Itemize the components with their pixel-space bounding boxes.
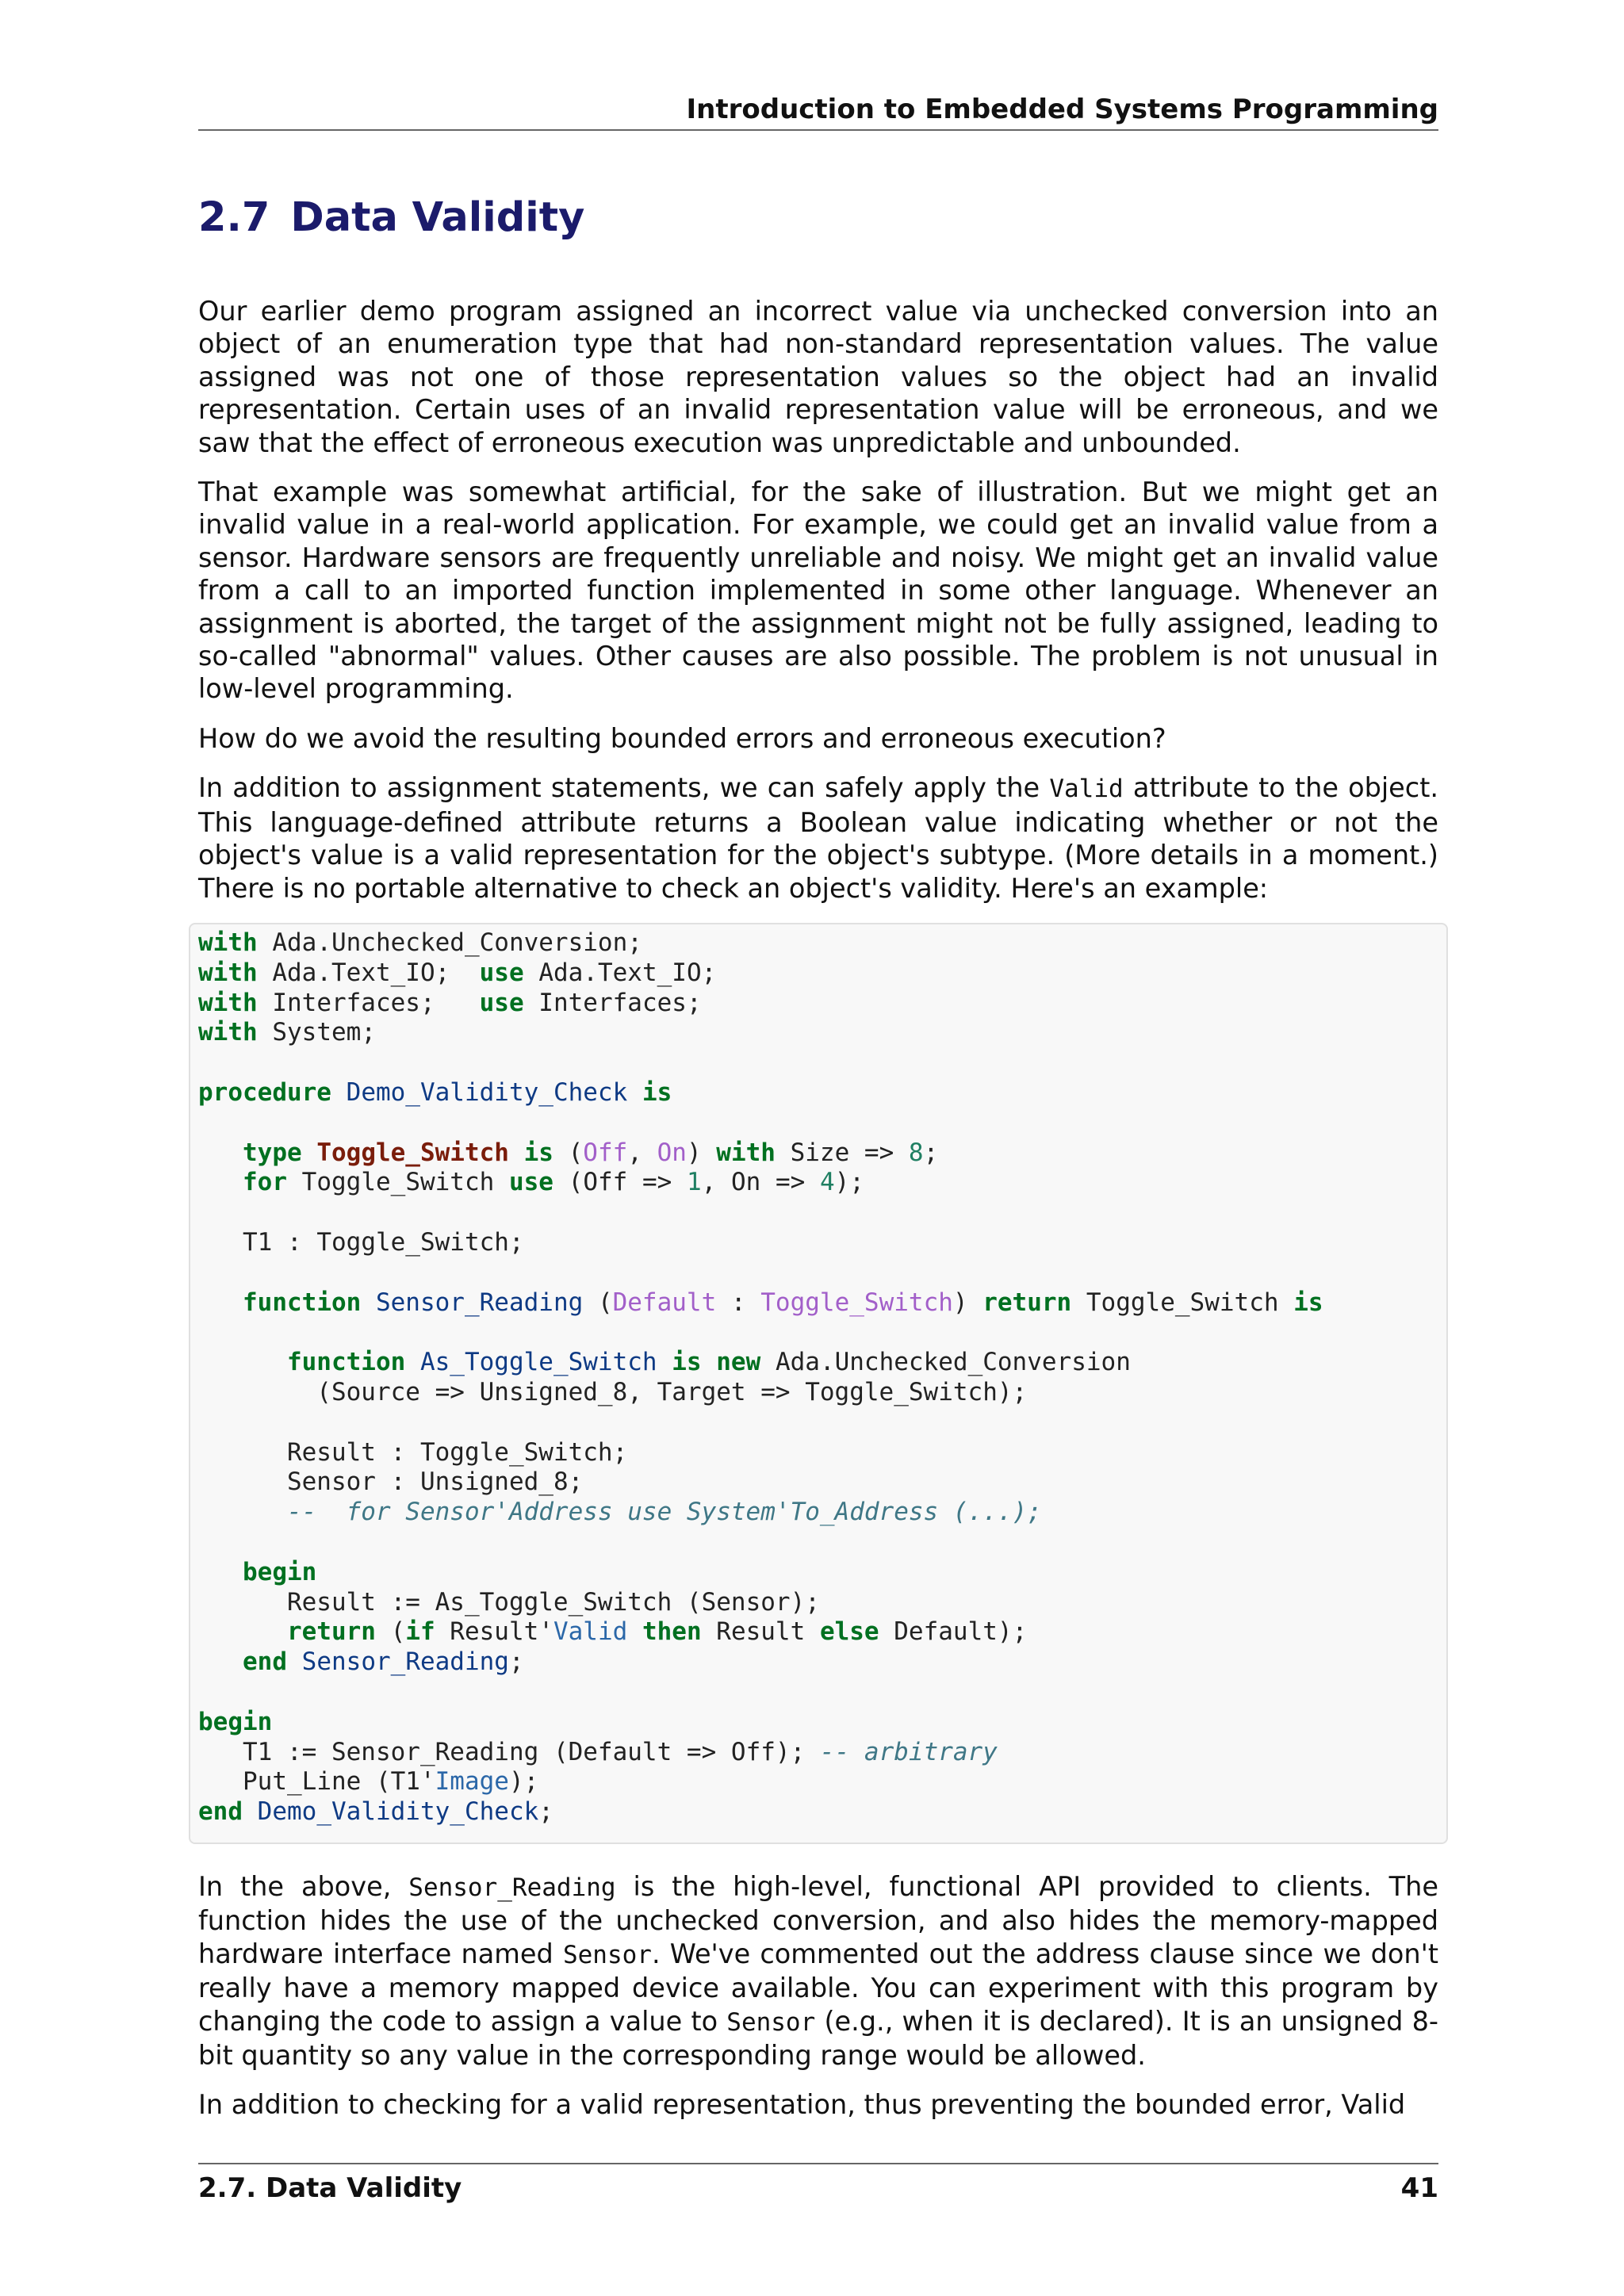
code-token: Result xyxy=(450,1617,539,1647)
keyword: then xyxy=(642,1617,702,1647)
paragraph: How do we avoid the resulting bounded errors and erroneous execution? xyxy=(198,722,1166,754)
inline-code: Valid xyxy=(1049,775,1124,804)
code-name: Demo_Validity_Check xyxy=(346,1077,628,1107)
code-token: Toggle_Switch xyxy=(301,1168,495,1197)
keyword: is xyxy=(672,1348,702,1377)
footer-section-label: 2.7. Data Validity xyxy=(198,2172,462,2204)
keyword: with xyxy=(198,988,258,1017)
paragraph: Our earlier demo program assigned an incorrect value via unchecked conversion into an object of an enumeration type that had non-standard representation values. The value assigned was not one of those representation values so the object had an invalid representation. Certain uses of an invalid representation value will be erroneous, and we saw that the effect of erroneous execution was unpredictable and unbounded. xyxy=(198,296,1438,458)
text-run: is the high-level, functional API provided to clients. The function hides the use of the unchecked conversion, and also hides the memory-mapped hardware interface named xyxy=(198,1871,1438,1969)
code-token: Target xyxy=(657,1377,746,1406)
code-token: Off xyxy=(583,1168,628,1197)
code-token: Toggle_Switch xyxy=(316,1227,509,1257)
code-literal: On xyxy=(657,1138,687,1167)
keyword: return xyxy=(982,1288,1072,1317)
code-token: Toggle_Switch xyxy=(805,1377,998,1406)
code-token: On xyxy=(730,1168,761,1197)
code-comment: -- arbitrary xyxy=(819,1737,998,1766)
keyword: new xyxy=(716,1348,761,1377)
code-name: As_Toggle_Switch xyxy=(419,1348,657,1377)
code-number: 1 xyxy=(686,1168,702,1197)
code-token: System xyxy=(272,1018,362,1047)
code-name: Sensor_Reading xyxy=(301,1647,509,1677)
inline-code: Sensor_Reading xyxy=(408,1873,616,1902)
inline-code: Sensor xyxy=(562,1940,652,1969)
code-token: Sensor xyxy=(701,1587,791,1617)
code-token: Result xyxy=(286,1437,376,1467)
code-token: Ada.Text_IO xyxy=(272,958,435,987)
keyword: use xyxy=(479,958,524,987)
keyword: for xyxy=(243,1168,287,1197)
code-token: T1 xyxy=(243,1227,273,1257)
keyword: is xyxy=(523,1138,553,1167)
text-run: . We've commented out the address clause since we don't really have a memory mapped device available. You can experiment with this program by changing the code to assign a value to xyxy=(198,1938,1438,2037)
keyword: with xyxy=(198,958,258,987)
code-token: Interfaces xyxy=(538,988,687,1017)
code-token: Size xyxy=(790,1138,850,1167)
paragraph: That example was somewhat artificial, for the sake of illustration. But we might get an invalid value in a real-world application. For example, we could get an invalid value from a sensor. Hardware sensors are frequently unreliable and noisy. We might get an invalid value from a call to an imported function implemented in some other language. Whenever an assignment is aborted, the target of the assignment might not be fully assigned, leading to so-called "abnormal" values. Other causes are also possible. The problem is not unusual in low-level programming. xyxy=(198,476,1438,705)
keyword: if xyxy=(405,1617,435,1647)
code-literal: Off xyxy=(583,1138,628,1167)
paragraph: In addition to checking for a valid representation, thus preventing the bounded error, Valid xyxy=(198,2089,1406,2121)
code-type-name: Toggle_Switch xyxy=(316,1138,509,1167)
page-number: 41 xyxy=(1400,2172,1438,2204)
inline-code: Sensor xyxy=(726,2007,816,2037)
code-token: Put_Line xyxy=(243,1767,362,1797)
text-run: In addition to assignment statements, we can safely apply the xyxy=(198,772,1050,804)
intro-text xyxy=(198,295,1438,921)
text-run: In the above, xyxy=(198,1871,409,1902)
code-token: Ada.Unchecked_Conversion xyxy=(272,928,628,957)
after-code-text xyxy=(198,1870,1438,2138)
keyword: end xyxy=(198,1797,243,1827)
keyword: is xyxy=(642,1077,672,1107)
text-run: (e.g., when it is declared). It is an unsigned 8-bit quantity so any value in the corresponding range would be allowed. xyxy=(198,2005,1438,2072)
keyword: else xyxy=(819,1617,879,1647)
section-title-text: Data Validity xyxy=(290,194,585,241)
section-title xyxy=(198,190,584,246)
code-number: 8 xyxy=(908,1138,924,1167)
code-token: Ada.Text_IO xyxy=(538,958,702,987)
keyword: begin xyxy=(198,1707,273,1736)
code-token: T1 xyxy=(243,1737,273,1766)
text-run: attribute to the object. This language-defined attribute returns a Boolean value indicating whether or not the object's value is a valid representation for the object's subtype. (More details in a moment.) There is no portable alternative to check an object's validity. Here's an example: xyxy=(198,772,1438,904)
keyword: return xyxy=(286,1617,376,1647)
code-token: Ada.Unchecked_Conversion xyxy=(775,1348,1131,1377)
code-token: Toggle_Switch xyxy=(1086,1288,1279,1317)
keyword: procedure xyxy=(198,1077,331,1107)
code-attribute: Image xyxy=(435,1767,509,1797)
code-token: Source xyxy=(331,1377,420,1406)
running-header: Introduction to Embedded Systems Programming xyxy=(686,94,1438,125)
paragraph xyxy=(198,1870,1438,2072)
code-attribute: Valid xyxy=(553,1617,628,1647)
keyword: use xyxy=(479,988,524,1017)
code-name: Demo_Validity_Check xyxy=(257,1797,539,1827)
code-parameter: Toggle_Switch xyxy=(760,1288,953,1317)
keyword: begin xyxy=(243,1557,317,1586)
code-comment: -- for Sensor'Address use System'To_Address (...); xyxy=(286,1498,1042,1527)
code-token: Result xyxy=(286,1587,376,1617)
code-token: As_Toggle_Switch xyxy=(435,1587,672,1617)
code-number: 4 xyxy=(819,1168,835,1197)
code-parameter: Default xyxy=(612,1288,717,1317)
code-token: Off xyxy=(730,1737,776,1766)
code-token: Default xyxy=(568,1737,672,1766)
keyword: function xyxy=(243,1288,362,1317)
code-token: Result xyxy=(716,1617,806,1647)
keyword: function xyxy=(286,1348,406,1377)
code-token: Default xyxy=(894,1617,998,1647)
keyword: is xyxy=(1293,1288,1323,1317)
code-token: Unsigned_8 xyxy=(419,1468,569,1497)
code-token: Toggle_Switch xyxy=(419,1437,613,1467)
code-token: Interfaces xyxy=(272,988,420,1017)
keyword: end xyxy=(243,1647,287,1677)
code-token: Sensor_Reading xyxy=(331,1737,539,1766)
code-token: Unsigned_8 xyxy=(479,1377,628,1406)
keyword: use xyxy=(508,1168,553,1197)
keyword: with xyxy=(716,1138,776,1167)
keyword: with xyxy=(198,1018,258,1047)
footer-rule xyxy=(198,2163,1438,2164)
code-token: T1 xyxy=(390,1767,420,1797)
keyword: type xyxy=(243,1138,302,1167)
code-listing: with Ada.Unchecked_Conversion; with Ada.Text_IO; use Ada.Text_IO; with Interfaces; use Interfaces; with System; procedure Demo_Validity_Check is type Toggle_Switch is (Off, On) with Size => 8; for Toggle_Switch use (Off => 1, On => 4); T1 : Toggle_Switch; function Sensor_Reading (Default : Toggle_Switch) return Toggle_Switch is function As_Toggle_Switch is new Ada.Unchecked_Conversion (Source => Unsigned_8, Target => Toggle_Switch); Result : Toggle_Switch; Sensor : Unsigned_8; -- for Sensor'Address use System'To_Address (...); begin Result := As_Toggle_Switch (Sensor); return (if Result'Valid then Result else Default); end Sensor_Reading; begin T1 := Sensor_Reading (Default => Off); -- arbitrary Put_Line (T1'Image); end Demo_Validity_Check; xyxy=(198,928,1323,1827)
code-token: Sensor xyxy=(286,1468,376,1497)
paragraph xyxy=(198,771,1438,905)
header-rule xyxy=(198,129,1438,131)
code-name: Sensor_Reading xyxy=(375,1288,584,1317)
keyword: with xyxy=(198,928,258,957)
section-number: 2.7 xyxy=(198,194,270,241)
